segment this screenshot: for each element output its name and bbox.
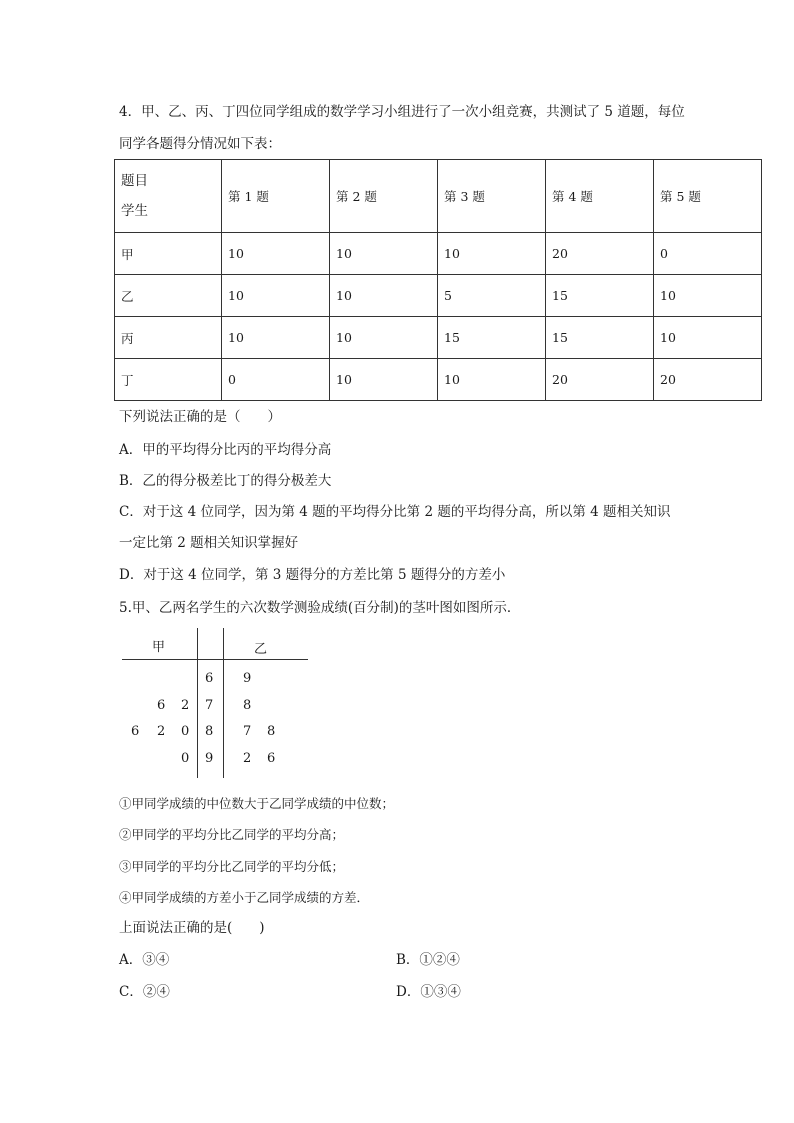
column-header: 第 5 题 [654,160,762,233]
table-cell: 5 [438,275,546,317]
table-cell: 10 [222,233,330,275]
plot-left-label: 甲 [152,640,166,655]
table-cell: 20 [546,233,654,275]
row-label: 丙 [115,317,222,359]
stem-value: 9 [205,751,214,766]
table-cell: 20 [546,359,654,401]
table-cell: 15 [546,317,654,359]
table-row [115,233,762,275]
leaf-value: 2 [157,724,166,739]
table-cell: 10 [438,233,546,275]
q5-statement-4: ④甲同学成绩的方差小于乙同学成绩的方差． [119,890,370,905]
table-corner-cell [115,160,222,233]
row-label: 甲 [115,233,222,275]
plot-right-divider [223,628,224,778]
table-row [115,317,762,359]
stem-value: 7 [205,698,214,713]
plot-horizontal-line [122,659,308,660]
leaf-value: 8 [267,724,276,739]
leaf-value: 7 [243,724,252,739]
table-cell: 10 [222,317,330,359]
q5-statement-2: ②甲同学的平均分比乙同学的平均分高； [119,827,345,842]
leaf-value: 6 [131,724,140,739]
plot-left-divider [197,628,198,778]
table-cell: 15 [546,275,654,317]
leaf-value: 9 [243,671,252,686]
q5-option-b: B．①②④ [396,952,460,968]
column-header: 第 3 题 [438,160,546,233]
q5-prompt: 上面说法正确的是( ) [119,920,265,936]
corner-top-label: 题目 [121,173,148,189]
table-cell: 10 [654,275,762,317]
q4-stem-line1: 4．甲、乙、丙、丁四位同学组成的数学学习小组进行了一次小组竞赛，共测试了 5 道题，每位 [119,104,685,120]
leaf-value: 6 [157,698,166,713]
score-table [114,159,762,401]
column-header: 第 2 题 [330,160,438,233]
table-cell: 10 [438,359,546,401]
row-label: 乙 [115,275,222,317]
q4-option-a: A．甲的平均得分比丙的平均得分高 [119,442,332,458]
q5-option-a: A．③④ [119,952,170,968]
corner-bottom-label: 学生 [121,203,148,219]
table-header-row [115,160,762,233]
leaf-value: 2 [243,751,252,766]
q4-option-c-line1: C．对于这 4 位同学，因为第 4 题的平均得分比第 2 题的平均得分高，所以第 4 题相关知识 [119,504,671,520]
q4-option-d: D．对于这 4 位同学，第 3 题得分的方差比第 5 题得分的方差小 [119,567,506,583]
table-cell: 10 [222,275,330,317]
q5-statement-1: ①甲同学成绩的中位数大于乙同学成绩的中位数； [119,796,395,811]
q4-stem-line2: 同学各题得分情况如下表： [119,136,281,152]
plot-right-label: 乙 [254,642,268,657]
table-cell: 15 [438,317,546,359]
q4-option-c-line2: 一定比第 2 题相关知识掌握好 [119,535,299,551]
table-row [115,359,762,401]
column-header: 第 1 题 [222,160,330,233]
leaf-value: 2 [181,698,190,713]
q4-prompt: 下列说法正确的是（ ） [119,409,281,425]
table-row [115,275,762,317]
leaf-value: 8 [243,698,252,713]
stem-value: 8 [205,724,214,739]
table-cell: 10 [330,233,438,275]
row-label: 丁 [115,359,222,401]
leaf-value: 0 [181,751,190,766]
q5-statement-3: ③甲同学的平均分比乙同学的平均分低； [119,859,345,874]
table-cell: 10 [330,275,438,317]
table-cell: 0 [222,359,330,401]
table-cell: 10 [654,317,762,359]
q5-option-c: C．②④ [119,984,170,1000]
q5-stem: 5.甲、乙两名学生的六次数学测验成绩(百分制)的茎叶图如图所示． [119,600,521,616]
table-cell: 0 [654,233,762,275]
stem-value: 6 [205,671,214,686]
table-cell: 10 [330,359,438,401]
q5-option-d: D．①③④ [396,984,461,1000]
leaf-value: 6 [267,751,276,766]
leaf-value: 0 [181,724,190,739]
column-header: 第 4 题 [546,160,654,233]
table-cell: 10 [330,317,438,359]
table-cell: 20 [654,359,762,401]
q4-option-b: B．乙的得分极差比丁的得分极差大 [119,473,332,489]
